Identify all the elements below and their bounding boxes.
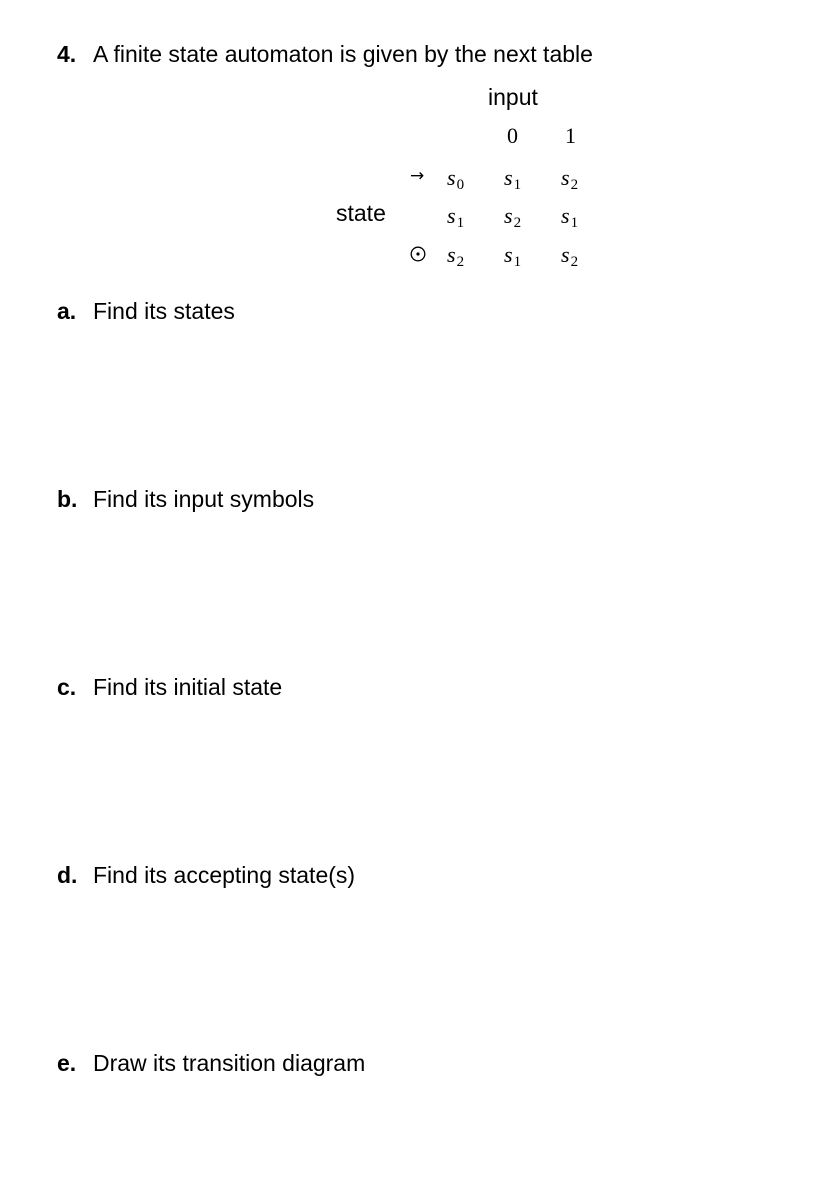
- table-row-2-input-1: $s_2$: [561, 242, 579, 270]
- part-d-text: Find its accepting state(s): [93, 862, 356, 888]
- part-a-letter: a.: [57, 298, 77, 324]
- table-row-0-input-0: $s_1$: [504, 165, 522, 193]
- state-label: state: [336, 200, 386, 226]
- part-e-text: Draw its transition diagram: [93, 1050, 366, 1076]
- table-row-1-input-0: $s_2$: [504, 203, 522, 231]
- input-label: input: [488, 84, 538, 110]
- part-a-text: Find its states: [93, 298, 235, 324]
- part-c-letter: c.: [57, 674, 77, 700]
- table-row-0-state: $s_0$: [447, 165, 465, 193]
- part-d-letter: d.: [57, 862, 78, 888]
- circled-dot-icon: [410, 246, 426, 262]
- question-number: 4.: [57, 41, 77, 67]
- table-row-1-state: $s_1$: [447, 203, 465, 231]
- question-heading: [57, 40, 593, 68]
- part-b-text: Find its input symbols: [93, 486, 315, 512]
- part-b-letter: b.: [57, 486, 78, 512]
- table-row-1-input-1: $s_1$: [561, 203, 579, 231]
- initial-state-arrow-icon: →: [410, 166, 425, 186]
- part-a: [57, 297, 235, 325]
- input-header-1: 1: [565, 123, 576, 148]
- part-e-letter: e.: [57, 1050, 77, 1076]
- question-text: A finite state automaton is given by the next table: [93, 41, 593, 67]
- table-row-2-state: $s_2$: [447, 242, 465, 270]
- input-header-0: 0: [507, 123, 518, 148]
- table-row-0-input-1: $s_2$: [561, 165, 579, 193]
- table-row-2-input-0: $s_1$: [504, 242, 522, 270]
- part-d: [57, 861, 355, 889]
- part-c: [57, 673, 282, 701]
- part-e: [57, 1049, 365, 1077]
- part-c-text: Find its initial state: [93, 674, 283, 700]
- part-b: [57, 485, 314, 513]
